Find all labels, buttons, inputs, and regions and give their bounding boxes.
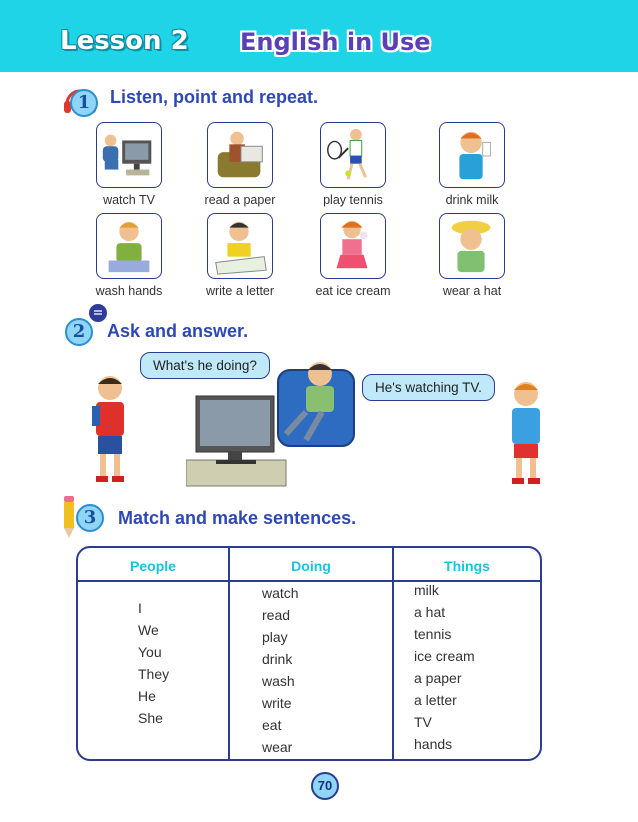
column-divider — [228, 548, 230, 759]
caption-eat-ice-cream: eat ice cream — [315, 284, 391, 298]
subject-title: English in Use — [240, 28, 431, 56]
picture-wash-hands — [96, 213, 162, 279]
match-table — [76, 546, 542, 761]
picture-write-a-letter — [207, 213, 273, 279]
people-item: We — [138, 622, 159, 638]
things-item: a letter — [414, 692, 457, 708]
people-item: She — [138, 710, 163, 726]
table-header — [78, 548, 540, 582]
header-people: People — [130, 558, 176, 574]
section-1-title: Listen, point and repeat. — [110, 87, 319, 107]
caption-watch-tv: watch TV — [103, 193, 155, 207]
question-bubble: What's he doing? — [140, 352, 270, 379]
people-item: You — [138, 644, 162, 660]
people-item: He — [138, 688, 156, 704]
answer-bubble: He's watching TV. — [362, 374, 495, 401]
header-things: Things — [444, 558, 490, 574]
doing-item: watch — [262, 585, 299, 601]
boy-left-illustration — [88, 372, 132, 488]
people-item: They — [138, 666, 170, 682]
column-divider — [392, 548, 394, 759]
things-item: hands — [414, 736, 453, 752]
picture-read-a-paper — [207, 122, 273, 188]
picture-eat-ice-cream — [320, 213, 386, 279]
header-doing: Doing — [291, 558, 331, 574]
doing-item: wash — [262, 673, 295, 689]
picture-drink-milk — [439, 122, 505, 188]
doing-item: read — [262, 607, 291, 623]
boy-right-illustration — [504, 378, 548, 490]
page-number: 70 — [311, 772, 339, 800]
caption-wash-hands: wash hands — [95, 284, 163, 298]
picture-wear-a-hat — [439, 213, 505, 279]
people-item: I — [138, 600, 142, 616]
caption-wear-a-hat: wear a hat — [442, 284, 502, 298]
picture-play-tennis — [320, 122, 386, 188]
things-item: tennis — [414, 626, 452, 642]
caption-read-a-paper: read a paper — [204, 193, 276, 207]
section-1-number: 1 — [70, 89, 98, 117]
doing-item: drink — [262, 651, 293, 667]
speech-icon — [89, 304, 107, 322]
section-3-number: 3 — [76, 504, 104, 532]
caption-drink-milk: drink milk — [445, 193, 499, 207]
doing-item: write — [262, 695, 292, 711]
things-item: milk — [414, 582, 439, 598]
things-item: TV — [414, 714, 432, 730]
doing-item: wear — [262, 739, 293, 755]
lesson-title: Lesson 2 — [60, 26, 189, 56]
picture-watch-tv — [96, 122, 162, 188]
things-item: a hat — [414, 604, 446, 620]
section-2-title: Ask and answer. — [107, 321, 249, 341]
things-item: a paper — [414, 670, 462, 686]
caption-play-tennis: play tennis — [323, 193, 383, 207]
section-3-title: Match and make sentences. — [118, 508, 357, 528]
doing-item: play — [262, 629, 288, 645]
things-item: ice cream — [414, 648, 475, 664]
tv-and-armchair-illustration — [186, 352, 358, 490]
section-2-number: 2 — [65, 318, 93, 346]
caption-write-a-letter: write a letter — [205, 284, 275, 298]
page-header — [0, 0, 638, 72]
doing-item: eat — [262, 717, 282, 733]
